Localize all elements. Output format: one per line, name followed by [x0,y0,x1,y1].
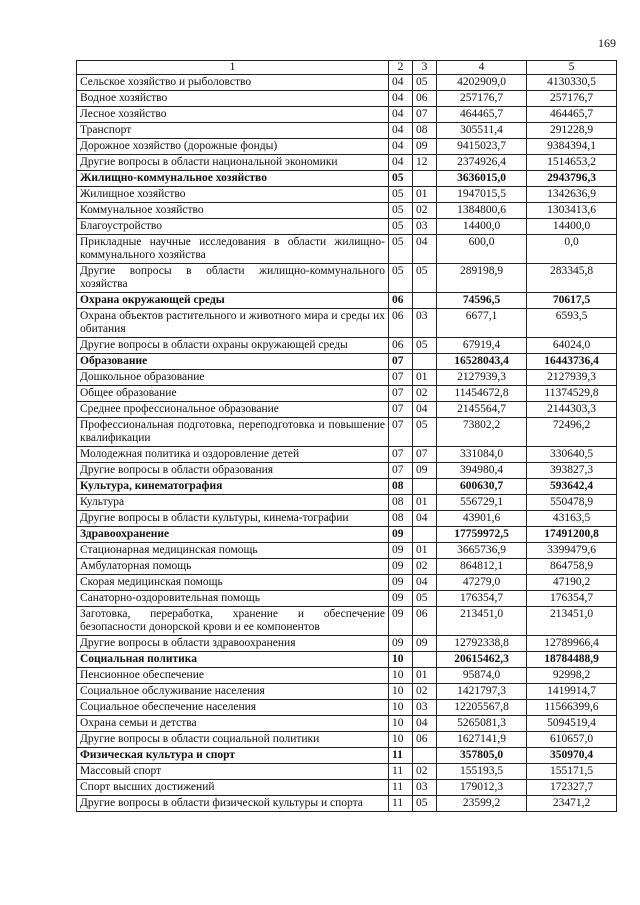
header-cell-subsection: 3 [413,61,437,75]
row-amount-1: 556729,1 [437,495,527,511]
row-name-cell: Скорая медицинская помощь [77,575,389,591]
row-section-code: 09 [389,543,413,559]
row-amount-1: 67919,4 [437,338,527,354]
row-section-code: 06 [389,309,413,338]
row-subsection-code: 03 [413,780,437,796]
row-amount-2: 3399479,6 [527,543,617,559]
row-amount-2: 610657,0 [527,732,617,748]
row-amount-2: 4130330,5 [527,75,617,91]
row-name-cell: Водное хозяйство [77,91,389,107]
header-cell-name: 1 [77,61,389,75]
row-subsection-code: 04 [413,402,437,418]
row-amount-1: 1947015,5 [437,187,527,203]
row-name-cell: Жилищное хозяйство [77,187,389,203]
row-amount-1: 43901,6 [437,511,527,527]
row-section-code: 07 [389,418,413,447]
row-amount-1: 155193,5 [437,764,527,780]
row-amount-1: 2145564,7 [437,402,527,418]
row-subsection-code: 03 [413,309,437,338]
row-subsection-code: 01 [413,668,437,684]
row-subsection-code [413,354,437,370]
row-name-cell: Социальное обслуживание населения [77,684,389,700]
row-subsection-code: 02 [413,203,437,219]
row-subsection-code: 09 [413,463,437,479]
row-amount-2: 72496,2 [527,418,617,447]
row-section-code: 07 [389,402,413,418]
row-section-code: 07 [389,370,413,386]
row-subsection-code [413,527,437,543]
table-header-row [77,61,617,75]
row-name-cell: Дошкольное образование [77,370,389,386]
row-amount-1: 9415023,7 [437,139,527,155]
row-subsection-code [413,293,437,309]
row-section-code: 11 [389,764,413,780]
row-amount-2: 1303413,6 [527,203,617,219]
table-row [77,155,617,171]
row-name-cell: Амбулаторная помощь [77,559,389,575]
row-section-code: 04 [389,75,413,91]
row-name-cell: Профессиональная подготовка, переподготовка и повышение квалификации [77,418,389,447]
row-subsection-code: 05 [413,75,437,91]
row-name-cell: Дорожное хозяйство (дорожные фонды) [77,139,389,155]
row-amount-2: 11374529,8 [527,386,617,402]
row-amount-2: 155171,5 [527,764,617,780]
row-amount-2: 6593,5 [527,309,617,338]
table-row [77,463,617,479]
row-amount-1: 17759972,5 [437,527,527,543]
row-subsection-code: 04 [413,716,437,732]
table-row [77,418,617,447]
row-amount-1: 14400,0 [437,219,527,235]
row-amount-2: 64024,0 [527,338,617,354]
row-section-code: 11 [389,780,413,796]
row-name-cell: Культура, кинематография [77,479,389,495]
row-subsection-code: 07 [413,447,437,463]
row-name-cell: Другие вопросы в области социальной политики [77,732,389,748]
row-name-cell: Здравоохранение [77,527,389,543]
row-amount-2: 550478,9 [527,495,617,511]
row-name-cell: Другие вопросы в области жилищно-коммунального хозяйства [77,264,389,293]
row-subsection-code: 05 [413,264,437,293]
row-name-cell: Другие вопросы в области физической культуры и спорта [77,796,389,812]
row-amount-2: 864758,9 [527,559,617,575]
row-amount-2: 18784488,9 [527,652,617,668]
row-amount-1: 3665736,9 [437,543,527,559]
row-amount-1: 73802,2 [437,418,527,447]
row-amount-1: 2374926,4 [437,155,527,171]
row-amount-2: 350970,4 [527,748,617,764]
row-amount-2: 43163,5 [527,511,617,527]
row-subsection-code: 05 [413,338,437,354]
row-section-code: 10 [389,668,413,684]
row-name-cell: Общее образование [77,386,389,402]
row-name-cell: Санаторно-оздоровительная помощь [77,591,389,607]
table-row [77,123,617,139]
row-amount-1: 5265081,3 [437,716,527,732]
row-name-cell: Физическая культура и спорт [77,748,389,764]
row-amount-1: 357805,0 [437,748,527,764]
row-section-code: 09 [389,636,413,652]
table-row [77,187,617,203]
row-name-cell: Лесное хозяйство [77,107,389,123]
row-section-code: 04 [389,123,413,139]
row-subsection-code [413,748,437,764]
row-amount-1: 3636015,0 [437,171,527,187]
row-section-code: 09 [389,527,413,543]
row-name-cell: Другие вопросы в области национальной экономики [77,155,389,171]
row-subsection-code: 04 [413,235,437,264]
table-row [77,684,617,700]
row-amount-2: 0,0 [527,235,617,264]
row-amount-2: 291228,9 [527,123,617,139]
table-row [77,495,617,511]
row-amount-1: 464465,7 [437,107,527,123]
row-name-cell: Социальное обеспечение населения [77,700,389,716]
row-amount-1: 176354,7 [437,591,527,607]
row-subsection-code: 02 [413,386,437,402]
row-amount-1: 6677,1 [437,309,527,338]
row-amount-1: 213451,0 [437,607,527,636]
row-section-code: 10 [389,732,413,748]
section-row [77,171,617,187]
row-name-cell: Другие вопросы в области здравоохранения [77,636,389,652]
row-subsection-code: 01 [413,543,437,559]
row-name-cell: Охрана семьи и детства [77,716,389,732]
table-row [77,139,617,155]
row-amount-1: 1384800,6 [437,203,527,219]
row-subsection-code: 05 [413,418,437,447]
row-subsection-code [413,479,437,495]
table-row [77,636,617,652]
row-name-cell: Массовый спорт [77,764,389,780]
row-section-code: 05 [389,264,413,293]
table-row [77,607,617,636]
row-section-code: 07 [389,386,413,402]
row-amount-1: 600630,7 [437,479,527,495]
row-section-code: 07 [389,447,413,463]
row-name-cell: Социальная политика [77,652,389,668]
table-row [77,219,617,235]
row-name-cell: Прикладные научные исследования в области жилищно-коммунального хозяйства [77,235,389,264]
row-section-code: 10 [389,700,413,716]
row-amount-1: 864812,1 [437,559,527,575]
row-name-cell: Спорт высших достижений [77,780,389,796]
table-row [77,732,617,748]
row-section-code: 05 [389,171,413,187]
row-section-code: 11 [389,796,413,812]
row-amount-1: 1627141,9 [437,732,527,748]
table-row [77,447,617,463]
row-amount-2: 2144303,3 [527,402,617,418]
row-name-cell: Сельское хозяйство и рыболовство [77,75,389,91]
row-section-code: 10 [389,716,413,732]
table-row [77,796,617,812]
row-amount-1: 331084,0 [437,447,527,463]
table-row [77,309,617,338]
table-row [77,780,617,796]
row-section-code: 09 [389,575,413,591]
row-section-code: 07 [389,463,413,479]
row-amount-1: 4202909,0 [437,75,527,91]
section-row [77,527,617,543]
row-section-code: 10 [389,652,413,668]
row-amount-2: 92998,2 [527,668,617,684]
row-amount-2: 1342636,9 [527,187,617,203]
row-section-code: 09 [389,559,413,575]
row-name-cell: Другие вопросы в области образования [77,463,389,479]
table-row [77,764,617,780]
row-subsection-code: 02 [413,684,437,700]
row-amount-1: 12792338,8 [437,636,527,652]
row-subsection-code [413,171,437,187]
row-amount-2: 393827,3 [527,463,617,479]
row-section-code: 04 [389,107,413,123]
row-amount-1: 1421797,3 [437,684,527,700]
row-subsection-code: 01 [413,187,437,203]
row-subsection-code: 06 [413,607,437,636]
row-section-code: 05 [389,235,413,264]
row-name-cell: Коммунальное хозяйство [77,203,389,219]
header-cell-amount-1: 4 [437,61,527,75]
section-row [77,748,617,764]
row-amount-1: 12205567,8 [437,700,527,716]
table-row [77,543,617,559]
row-amount-1: 11454672,8 [437,386,527,402]
row-subsection-code [413,652,437,668]
row-amount-2: 14400,0 [527,219,617,235]
row-amount-2: 176354,7 [527,591,617,607]
row-subsection-code: 08 [413,123,437,139]
row-section-code: 09 [389,607,413,636]
row-subsection-code: 06 [413,91,437,107]
row-amount-1: 257176,7 [437,91,527,107]
table-row [77,511,617,527]
table-row [77,668,617,684]
row-name-cell: Охрана окружающей среды [77,293,389,309]
row-name-cell: Благоустройство [77,219,389,235]
table-row [77,75,617,91]
row-amount-2: 1514653,2 [527,155,617,171]
table-row [77,575,617,591]
row-amount-1: 2127939,3 [437,370,527,386]
row-amount-1: 179012,3 [437,780,527,796]
row-amount-1: 74596,5 [437,293,527,309]
row-amount-1: 600,0 [437,235,527,264]
row-subsection-code: 02 [413,559,437,575]
row-amount-2: 2127939,3 [527,370,617,386]
row-name-cell: Другие вопросы в области культуры, кинема-тографии [77,511,389,527]
table-row [77,370,617,386]
table-row [77,91,617,107]
row-amount-2: 213451,0 [527,607,617,636]
row-name-cell: Стационарная медицинская помощь [77,543,389,559]
row-subsection-code: 01 [413,370,437,386]
page-number: 169 [598,36,616,50]
row-amount-1: 23599,2 [437,796,527,812]
row-section-code: 08 [389,495,413,511]
section-row [77,652,617,668]
row-section-code: 10 [389,684,413,700]
row-section-code: 05 [389,219,413,235]
row-section-code: 04 [389,139,413,155]
row-name-cell: Пенсионное обеспечение [77,668,389,684]
row-subsection-code: 07 [413,107,437,123]
row-name-cell: Заготовка, переработка, хранение и обеспечение безопасности донорской крови и ее компонентов [77,607,389,636]
table-row [77,235,617,264]
row-section-code: 06 [389,338,413,354]
row-amount-2: 11566399,6 [527,700,617,716]
row-section-code: 06 [389,293,413,309]
row-name-cell: Транспорт [77,123,389,139]
table-row [77,386,617,402]
row-amount-2: 464465,7 [527,107,617,123]
row-subsection-code: 05 [413,591,437,607]
row-amount-2: 5094519,4 [527,716,617,732]
budget-table [76,60,617,812]
row-subsection-code: 03 [413,219,437,235]
row-amount-2: 16443736,4 [527,354,617,370]
row-amount-2: 257176,7 [527,91,617,107]
row-name-cell: Среднее профессиональное образование [77,402,389,418]
row-subsection-code: 02 [413,764,437,780]
row-name-cell: Жилищно-коммунальное хозяйство [77,171,389,187]
row-section-code: 04 [389,155,413,171]
row-subsection-code: 04 [413,575,437,591]
row-amount-2: 47190,2 [527,575,617,591]
row-subsection-code: 03 [413,700,437,716]
section-row [77,354,617,370]
table-row [77,716,617,732]
row-section-code: 09 [389,591,413,607]
table-row [77,107,617,123]
row-subsection-code: 06 [413,732,437,748]
row-amount-2: 70617,5 [527,293,617,309]
row-amount-2: 172327,7 [527,780,617,796]
row-subsection-code: 12 [413,155,437,171]
row-section-code: 07 [389,354,413,370]
row-name-cell: Образование [77,354,389,370]
row-amount-2: 1419914,7 [527,684,617,700]
table-row [77,338,617,354]
row-amount-2: 17491200,8 [527,527,617,543]
row-section-code: 05 [389,187,413,203]
row-subsection-code: 01 [413,495,437,511]
row-name-cell: Другие вопросы в области охраны окружающей среды [77,338,389,354]
table-row [77,700,617,716]
row-amount-2: 330640,5 [527,447,617,463]
row-section-code: 08 [389,479,413,495]
row-amount-1: 16528043,4 [437,354,527,370]
row-amount-2: 283345,8 [527,264,617,293]
row-subsection-code: 05 [413,796,437,812]
row-amount-2: 9384394,1 [527,139,617,155]
header-cell-section: 2 [389,61,413,75]
row-subsection-code: 09 [413,636,437,652]
row-amount-1: 47279,0 [437,575,527,591]
section-row [77,479,617,495]
row-amount-1: 20615462,3 [437,652,527,668]
row-section-code: 08 [389,511,413,527]
row-amount-2: 23471,2 [527,796,617,812]
header-cell-amount-2: 5 [527,61,617,75]
table-row [77,402,617,418]
row-amount-1: 289198,9 [437,264,527,293]
row-amount-2: 12789966,4 [527,636,617,652]
row-section-code: 05 [389,203,413,219]
section-row [77,293,617,309]
row-amount-1: 95874,0 [437,668,527,684]
table-row [77,559,617,575]
row-subsection-code: 09 [413,139,437,155]
row-section-code: 11 [389,748,413,764]
row-section-code: 04 [389,91,413,107]
row-name-cell: Охрана объектов растительного и животного мира и среды их обитания [77,309,389,338]
table-row [77,264,617,293]
row-amount-1: 305511,4 [437,123,527,139]
table-row [77,591,617,607]
row-amount-1: 394980,4 [437,463,527,479]
row-name-cell: Молодежная политика и оздоровление детей [77,447,389,463]
table-row [77,203,617,219]
row-amount-2: 2943796,3 [527,171,617,187]
row-subsection-code: 04 [413,511,437,527]
row-name-cell: Культура [77,495,389,511]
row-amount-2: 593642,4 [527,479,617,495]
